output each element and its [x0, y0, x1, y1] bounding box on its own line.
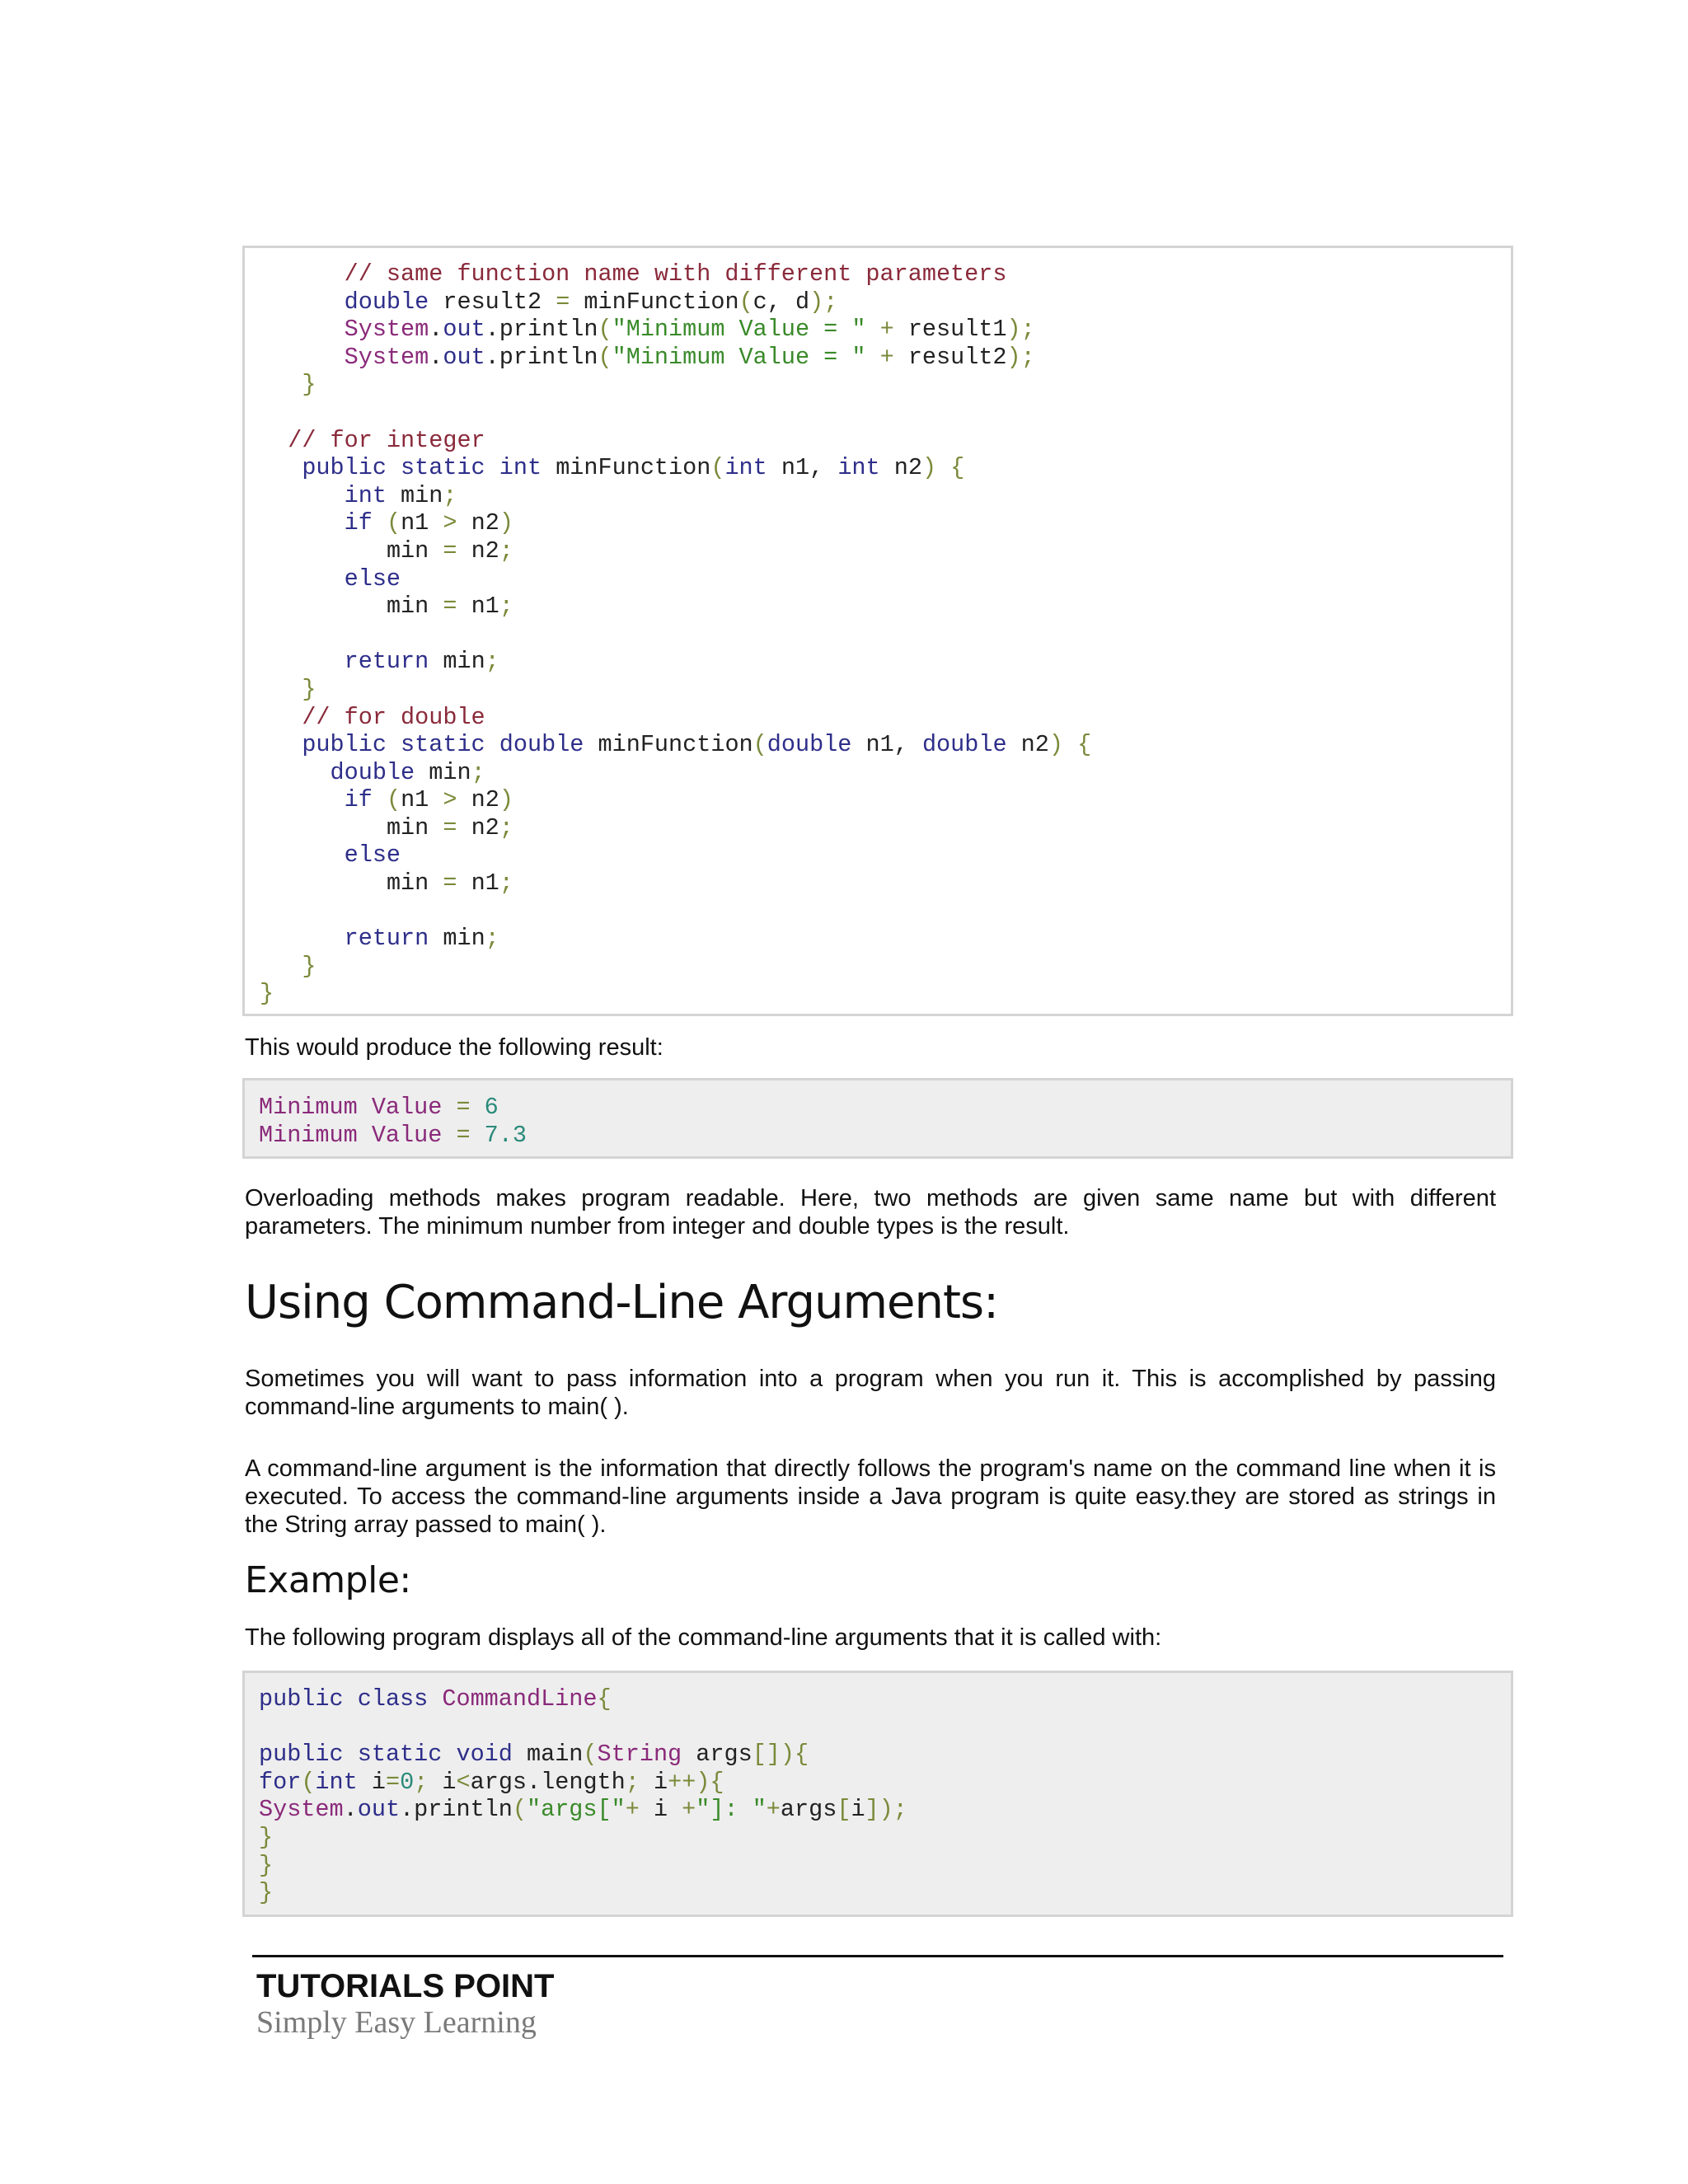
output-listing: Minimum Value = 6 Minimum Value = 7.3	[259, 1094, 527, 1149]
footer-tagline: Simply Easy Learning	[256, 2005, 537, 2040]
footer-brand: TUTORIALS POINT	[256, 1968, 555, 2004]
example-intro-text: The following program displays all of the command-line arguments that it is called with:	[245, 1624, 1162, 1651]
code-block-commandline	[242, 1671, 1513, 1917]
result-intro-text: This would produce the following result:	[245, 1034, 663, 1061]
overloading-paragraph: Overloading methods makes program readable. Here, two methods are given same name but with different parameters. The minimum number from integer and double types is the result.	[245, 1185, 1496, 1240]
code-listing: // same function name with different parameters double result2 = minFunction(c, d); System.out.println("Minimum Value = " + result1); System.out.println("Minimum Value = " + result2); } // for integer public static int minFunction(int n1, int n2) { int min; if (n1 > n2) min = n2; else min = n1; return min; } // for double public static double minFunction(double n1, double n2) { double min; if (n1 > n2) min = n2; else min = n1; return min; } }	[260, 260, 1092, 1008]
section-heading-command-line: Using Command-Line Arguments:	[245, 1276, 998, 1329]
footer-divider	[252, 1955, 1503, 1957]
command-line-paragraph-1: Sometimes you will want to pass information into a program when you run it. This is accomplished by passing command-line arguments to main( ).	[245, 1366, 1496, 1420]
command-line-paragraph-2: A command-line argument is the information that directly follows the program's name on the command line when it is executed. To access the command-line arguments inside a Java program is quite easy.they are stored as strings in the String array passed to main( ).	[245, 1455, 1496, 1538]
code-block-minfunction	[242, 246, 1513, 1016]
output-block	[242, 1078, 1513, 1159]
code-listing: public class CommandLine{ public static void main(String args[]){ for(int i=0; i<args.length; i++){ System.out.println("args["+ i +"]: "+args[i]); } } }	[259, 1685, 907, 1907]
example-heading: Example:	[245, 1559, 411, 1601]
